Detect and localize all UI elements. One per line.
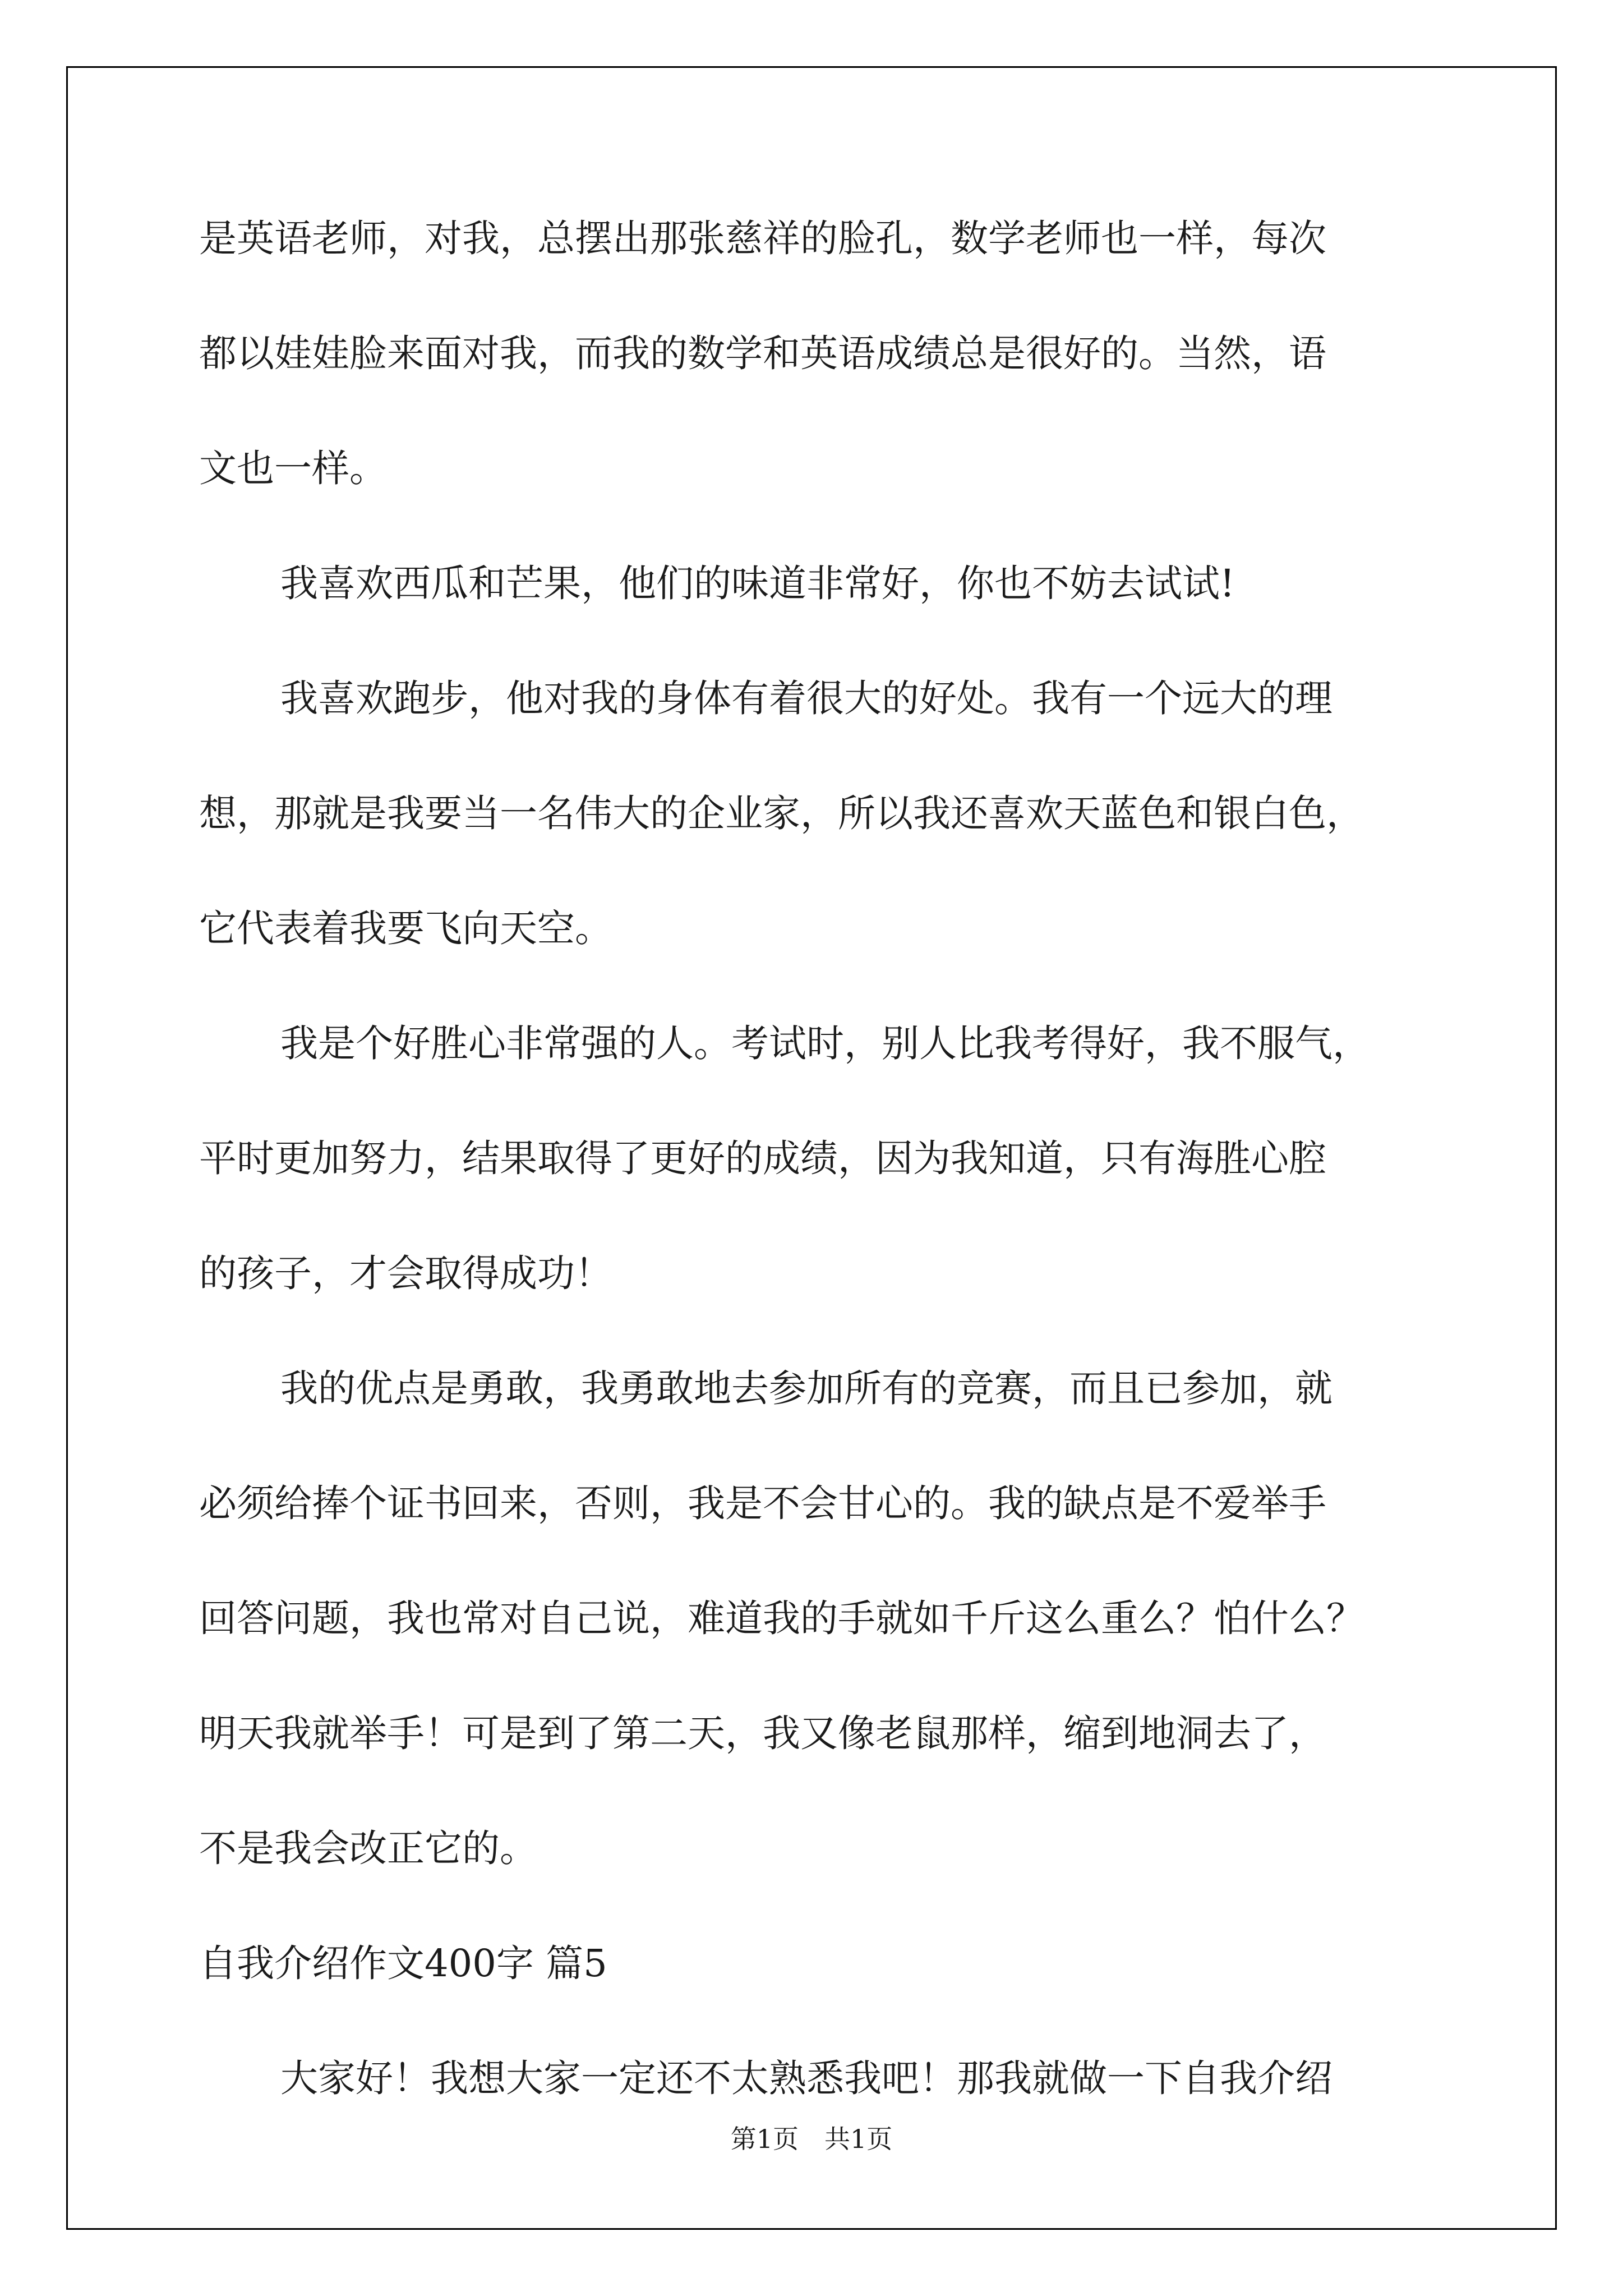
paragraph-line: 是英语老师，对我，总摆出那张慈祥的脸孔，数学老师也一样，每次 — [199, 217, 1326, 260]
document-body — [199, 216, 1433, 2171]
paragraph-line: 都以娃娃脸来面对我，而我的数学和英语成绩总是很好的。当然，语 — [199, 332, 1326, 375]
paragraph-line: 回答问题，我也常对自己说，难道我的手就如千斤这么重么？怕什么？ — [199, 1596, 1364, 1640]
paragraph-line: 我是个好胜心非常强的人。考试时，别人比我考得好，我不服气， — [280, 1022, 1370, 1065]
page-number-footer: 第1页 共1页 — [730, 2124, 893, 2154]
paragraph-line: 明天我就举手！可是到了第二天，我又像老鼠那样，缩到地洞去了， — [199, 1711, 1326, 1755]
section-heading: 自我介绍作文400字 篇5 — [199, 1941, 607, 1985]
paragraph-line: 我的优点是勇敢，我勇敢地去参加所有的竞赛，而且已参加，就 — [280, 1366, 1332, 1410]
paragraph-line: 平时更加努力，结果取得了更好的成绩，因为我知道，只有海胜心腔 — [199, 1137, 1326, 1180]
paragraph-line: 我喜欢跑步，他对我的身体有着很大的好处。我有一个远大的理 — [280, 677, 1332, 720]
paragraph-line: 的孩子，才会取得成功！ — [199, 1251, 612, 1295]
paragraph-line: 想，那就是我要当一名伟大的企业家，所以我还喜欢天蓝色和银白色， — [199, 792, 1364, 835]
paragraph-line: 必须给捧个证书回来，否则，我是不会甘心的。我的缺点是不爱举手 — [199, 1481, 1326, 1525]
paragraph-line: 文也一样。 — [199, 447, 387, 490]
paragraph-line: 我喜欢西瓜和芒果，他们的味道非常好，你也不妨去试试! — [280, 562, 1235, 605]
paragraph-line: 大家好！我想大家一定还不太熟悉我吧！那我就做一下自我介绍 — [280, 2056, 1332, 2100]
paragraph-line: 它代表着我要飞向天空。 — [199, 907, 612, 950]
paragraph-line: 不是我会改正它的。 — [199, 1826, 537, 1870]
